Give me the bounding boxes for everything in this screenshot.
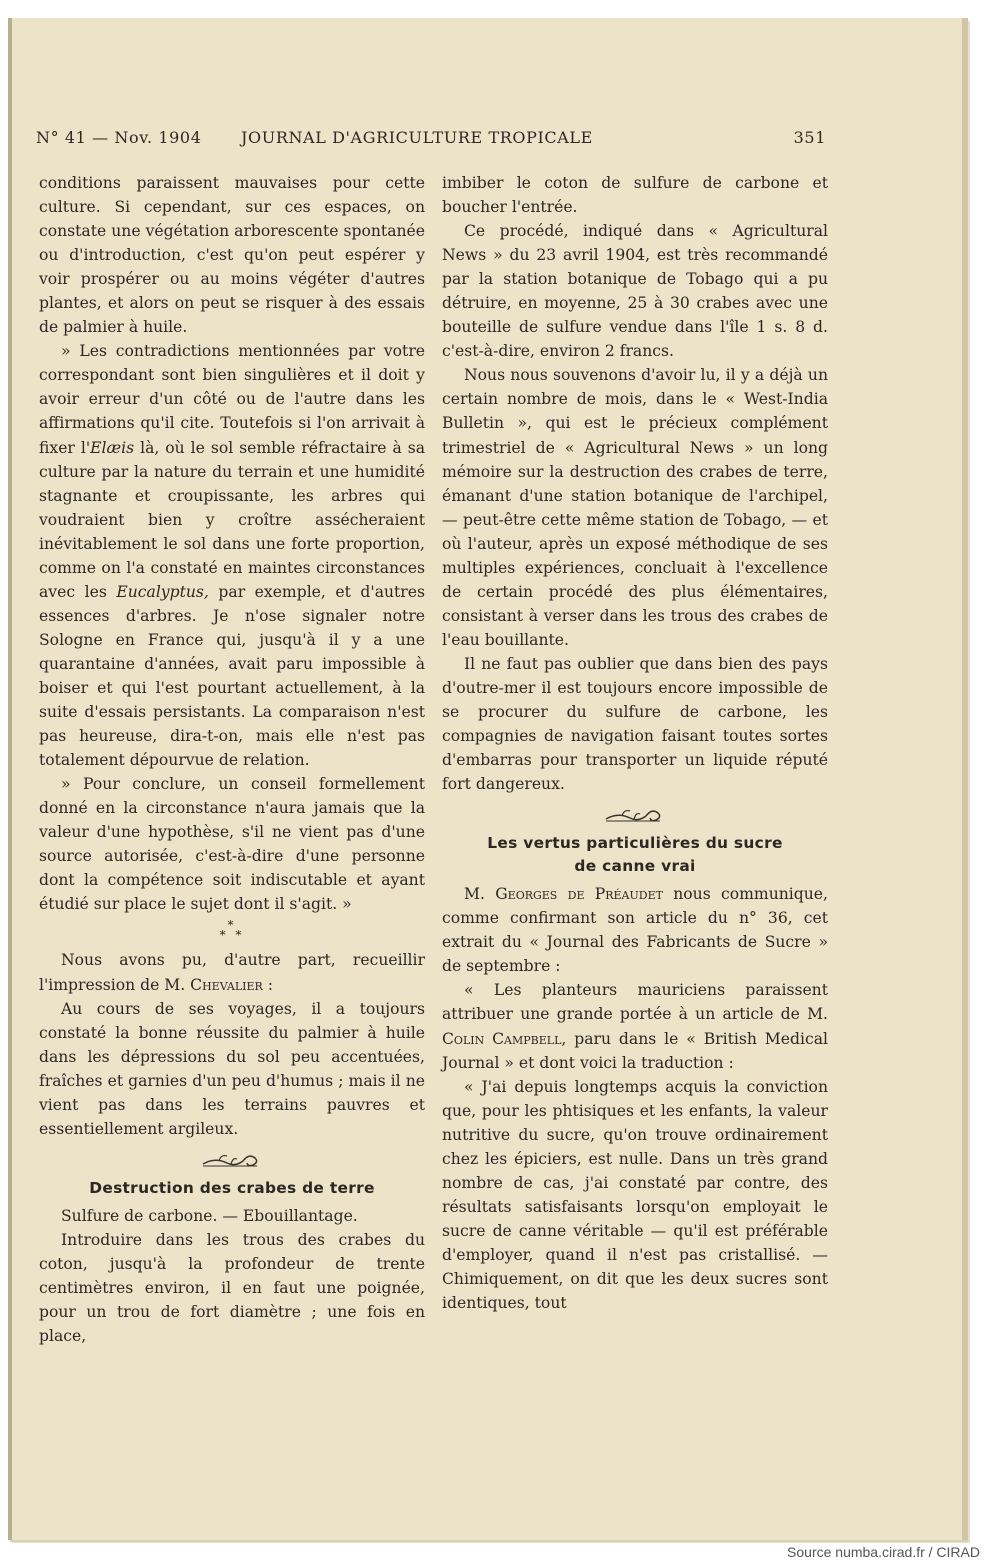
asterism: * * *	[219, 918, 245, 943]
page-number: 351	[793, 128, 826, 147]
source-credit: Source numba.cirad.fr / CIRAD	[787, 1544, 980, 1560]
issue-date: N° 41 — Nov. 1904	[36, 128, 202, 147]
section-heading: Destruction des crabes de terre	[89, 1178, 375, 1197]
author-name: M. Georges de Préaudet	[464, 885, 663, 904]
paragraph: Au cours de ses voyages, il a toujours constaté la bonne réussite du palmier à huile dans les dépressions du sol peu accentuées, fraîches et garnies d'un peu d'humus ; mais il ne vient pas dans les terrains pauvres et essentiellement argileux.	[39, 999, 425, 1138]
paragraph: Nous nous souvenons d'avoir lu, il y a déjà un certain nombre de mois, dans le « West-India Bulletin », qui est le précieux complément trimestriel de « Agricultural News » un long mémoire sur la destruction des crabes de terre, émanant d'une station botanique de l'archipel, — peut-être cette même station de Tobago, — et où l'auteur, après un exposé méthodique de ses multiples expériences, concluait à l'excellence de certain procédé des plus élémentaires, consistant à verser dans les trous des crabes de l'eau bouillante.	[442, 366, 828, 649]
paragraph: Il ne faut pas oublier que dans bien des pays d'outre-mer il est toujours encore impossible de se procurer du sulfure de carbone, les compagnies de navigation faisant toutes sortes d'embarras pour transporter un liquide réputé fort dangereux.	[442, 654, 828, 794]
author-name: Chevalier	[190, 975, 263, 994]
paragraph: « Les planteurs mauriciens paraissent attribuer une grande portée à un article de M. Colin Campbell, paru dans le « British Medical Journal » et dont voici la traduction :	[442, 981, 828, 1072]
author-name: M. Colin Campbell	[442, 1005, 828, 1048]
species-elaeis: Elæis	[90, 438, 135, 457]
species-eucalyptus: Eucalyptus,	[116, 582, 209, 601]
paragraph: Nous avons pu, d'autre part, recueillir l'impression de M. Chevalier :	[39, 951, 425, 994]
page-right-edge	[962, 18, 968, 1540]
paragraph: imbiber le coton de sulfure de carbone et boucher l'entrée.	[442, 174, 828, 217]
page-binding-edge	[8, 18, 12, 1540]
journal-title: JOURNAL D'AGRICULTURE TROPICALE	[241, 128, 593, 147]
fleuron-ornament-icon	[442, 804, 828, 828]
left-column	[39, 171, 425, 1348]
right-column	[442, 171, 828, 1315]
paragraph: Ce procédé, indiqué dans « Agricultural News » du 23 avril 1904, est très recommandé par la station botanique de Tobago qui a pu détruire, en moyenne, 25 à 30 crabes avec une bouteille de sulfure vendue dans l'île 1 s. 8 d. c'est-à-dire, environ 2 francs.	[442, 222, 828, 361]
paragraph: Introduire dans les trous des crabes du coton, jusqu'à la profondeur de trente centimètres environ, il en faut une poignée, pour un trou de fort diamètre ; une fois en place,	[39, 1230, 425, 1346]
paragraph: « J'ai depuis longtemps acquis la conviction que, pour les phtisiques et les enfants, la valeur nutritive du sucre, qu'on trouve ordinairement chez les épiciers, est nulle. Dans un très grand nombre de cas, j'ai constaté par contre, des résultats satisfaisants lorsqu'on employait le sucre de canne véritable — qu'il est préférable d'employer, quand il n'est pas cristallisé. — Chimiquement, on dit que les deux sucres sont identiques, tout	[442, 1077, 828, 1313]
subheading: Sulfure de carbone. — Ebouillantage.	[61, 1206, 358, 1225]
paragraph: conditions paraissent mauvaises pour cette culture. Si cependant, sur ces espaces, on constate une végétation arborescente spontanée ou d'introduction, c'est qu'on peut espérer y voir prospérer ou au moins végéter d'autres plantes, et alors on peut se risquer à des essais de palmier à huile.	[39, 174, 425, 337]
fleuron-ornament-icon	[39, 1149, 425, 1173]
paragraph: » Les contradictions mentionnées par votre correspondant sont bien singulières et il doit y avoir erreur d'un côté ou de l'autre dans les affirmations qu'il cite. Toutefois si l'on arrivait à fixer l'Elæis là, où le sol semble réfractaire à sa culture par la nature du terrain et une humidité stagnante et croupissante, les arbres qui voudraient bien y croître assécheraient inévitablement le sol dans une forte proportion, comme on l'a constaté en maintes circonstances avec les Eucalyptus, par exemple, et d'autres essences d'arbres. Je n'ose signaler notre Sologne en France qui, jusqu'à il y a une quarantaine d'années, avait paru impossible à boiser et qui l'est pourtant actuellement, à la suite d'essais persistants. La comparaison n'est pas heureuse, dira-t-on, mais elle n'est pas totalement dépourvue de relation.	[39, 342, 426, 770]
section-heading: Les vertus particulières du sucre de canne vrai	[487, 834, 783, 876]
paragraph: » Pour conclure, un conseil formellement donné en la circonstance n'aura jamais que la valeur d'une hypothèse, s'il ne vient pas d'une source autorisée, c'est-à-dire d'une personne dont la compétence soit indiscutable et ayant étudié sur place le sujet dont il s'agit. »	[39, 775, 425, 914]
paragraph: M. Georges de Préaudet nous communique, comme confirmant son article du n° 36, cet extrait du « Journal des Fabricants de Sucre » de septembre :	[442, 885, 828, 976]
running-header	[36, 128, 826, 154]
